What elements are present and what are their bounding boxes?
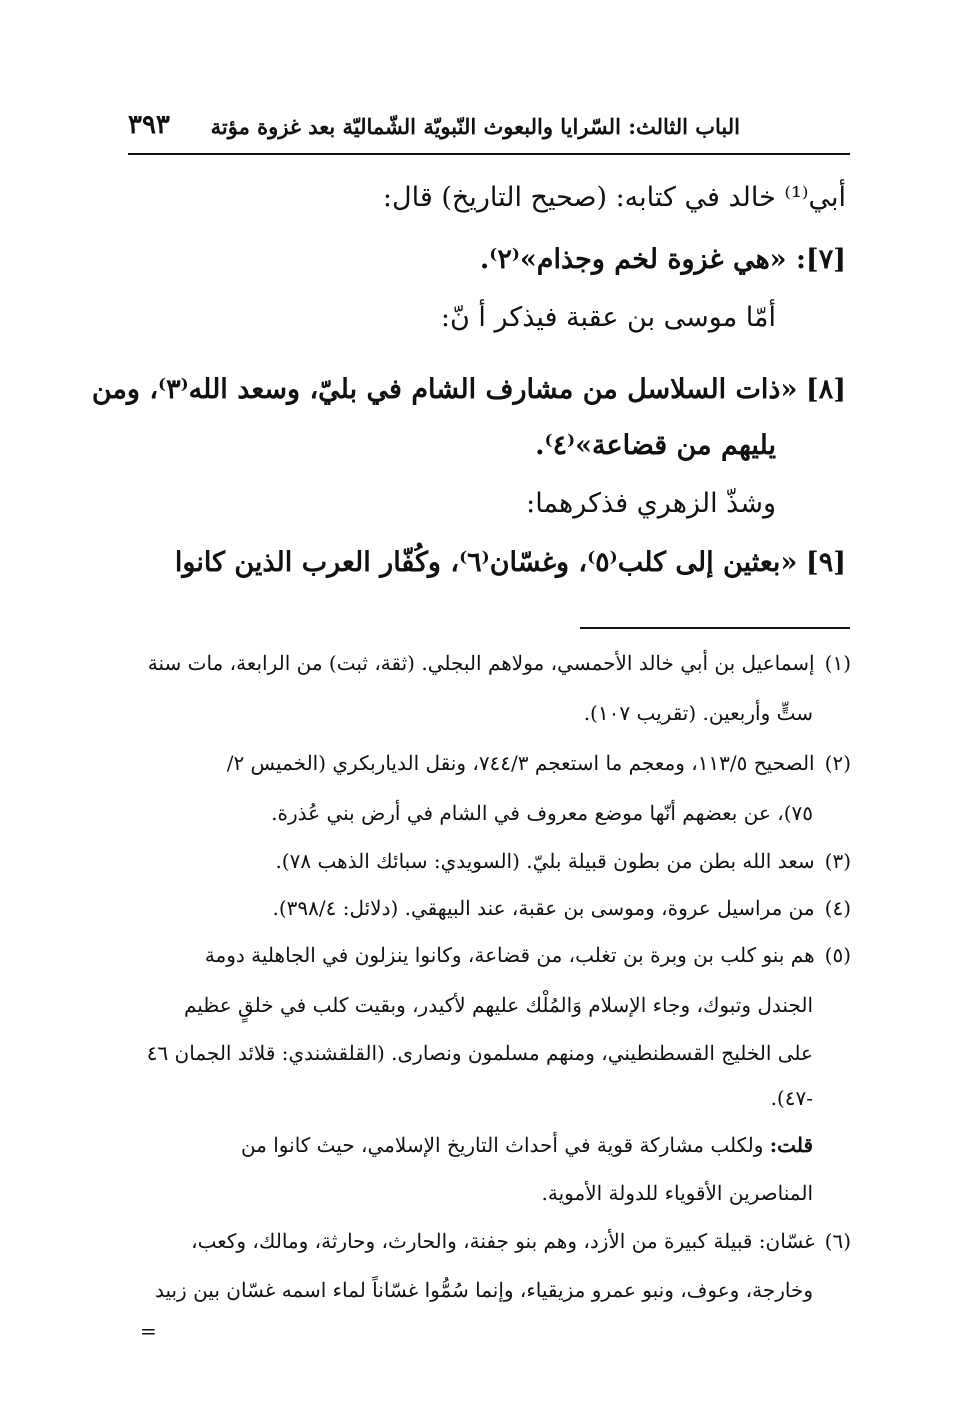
quote-text-7: : «هي غزوة لخم وجذام»⁽٢⁾. xyxy=(479,244,806,275)
page-number: ٣٩٣ xyxy=(128,110,170,140)
footnote-5-note-line-2: المناصرين الأقوياء للدولة الأموية. xyxy=(541,1181,813,1205)
footnote-4-text: من مراسيل عروة، وموسى بن عقبة، عند البيهقي. (دلائل: ٣٩٨/٤). xyxy=(272,896,815,920)
footnote-1-line-2: ستٍّ وأربعين. (تقريب ١٠٧). xyxy=(583,701,813,725)
body-line-4 xyxy=(92,372,846,407)
qult-label: قلت: xyxy=(769,1133,813,1157)
body-line-2 xyxy=(480,242,846,277)
footnote-4 xyxy=(272,895,851,921)
footnote-2-line-1 xyxy=(227,750,851,776)
running-header xyxy=(128,108,850,156)
footnote-number-6: (٦) xyxy=(824,1229,851,1253)
footnote-1-text-a: إسماعيل بن أبي خالد الأحمسي، مولاهم البجلي. (ثقة، ثبت) من الرابعة، مات سنة xyxy=(147,651,815,675)
item-marker-9: [٩] xyxy=(805,547,846,578)
footnote-1-line-1 xyxy=(148,650,851,676)
footnote-3-text: سعد الله بطن من بطون قبيلة بليّ. (السويدي: سبائك الذهب ٧٨). xyxy=(275,849,815,873)
item-marker-8: [٨] xyxy=(805,374,846,405)
footnote-2-line-2: ٧٥)، عن بعضهم أنّها موضع معروف في الشام في أرض بني عُذرة. xyxy=(271,801,813,825)
footnote-number-5: (٥) xyxy=(824,943,851,967)
body-line-7 xyxy=(175,545,846,580)
header-rule xyxy=(128,153,850,155)
footnote-3 xyxy=(275,848,851,874)
body-line-6: وشذّ الزهري فذكرهما: xyxy=(526,488,776,519)
footnote-5-line-2: الجندل وتبوك، وجاء الإسلام وَالمُلْك عليهم لأكيدر، وبقيت كلب في خلقٍ عظيم xyxy=(183,993,813,1017)
footnote-6-text-a: غسّان: قبيلة كبيرة من الأزد، وهم بنو جفنة، والحارث، وحارثة، ومالك، وكعب، xyxy=(191,1229,815,1253)
footnote-5-note-text: ولكلب مشاركة قوية في أحداث التاريخ الإسلامي، حيث كانوا من xyxy=(240,1133,764,1157)
footnote-5-line-1 xyxy=(205,942,851,968)
footnote-5-text-a: هم بنو كلب بن وبرة بن تغلب، من قضاعة، وكانوا ينزلون في الجاهلية دومة xyxy=(204,943,815,967)
footnote-number-3: (٣) xyxy=(824,849,851,873)
chapter-title: الباب الثالث: السّرايا والبعوث النّبويّة الشّماليّة بعد غزوة مؤتة xyxy=(210,114,740,139)
footnote-number-4: (٤) xyxy=(824,896,851,920)
footnote-2-text-a: الصحيح ١١٣/٥، ومعجم ما استعجم ٧٤٤/٣، ونقل الدياربكري (الخميس ٢/ xyxy=(226,751,815,775)
footnote-5-line-4: -٤٧). xyxy=(770,1086,813,1110)
footnote-number-2: (٢) xyxy=(824,751,851,775)
body-line-1: أبي⁽¹⁾ خالد في كتابه: (صحيح التاريخ) قال: xyxy=(382,182,846,213)
continuation-mark: = xyxy=(140,1319,157,1343)
quote-text-9: «بعثين إلى كلب⁽٥⁾، وغسّان⁽٦⁾، وكُفّار العرب الذين كانوا xyxy=(174,547,798,578)
footnote-6-line-1 xyxy=(191,1228,851,1254)
footnote-separator xyxy=(580,627,850,629)
footnote-5-note-line-1 xyxy=(241,1132,813,1158)
item-marker-7: [٧] xyxy=(805,244,846,275)
footnote-6-line-2: وخارجة، وعوف، ونبو عمرو مزيقياء، وإنما سُمُّوا غسّاناً لماء اسمه غسّان بين زبيد xyxy=(154,1278,813,1302)
footnote-number-1: (١) xyxy=(824,651,851,675)
body-line-3: أمّا موسى بن عقبة فيذكر أ نّ: xyxy=(440,302,776,333)
footnote-5-line-3: على الخليج القسطنطيني، ومنهم مسلمون ونصارى. (القلقشندي: قلائد الجمان ٤٦ xyxy=(146,1041,813,1065)
quote-text-8b: يليهم من قضاعة»⁽٤⁾. xyxy=(535,430,776,461)
quote-text-8a: «ذات السلاسل من مشارف الشام في بليّ، وسعد الله⁽٣⁾، ومن xyxy=(91,374,798,405)
